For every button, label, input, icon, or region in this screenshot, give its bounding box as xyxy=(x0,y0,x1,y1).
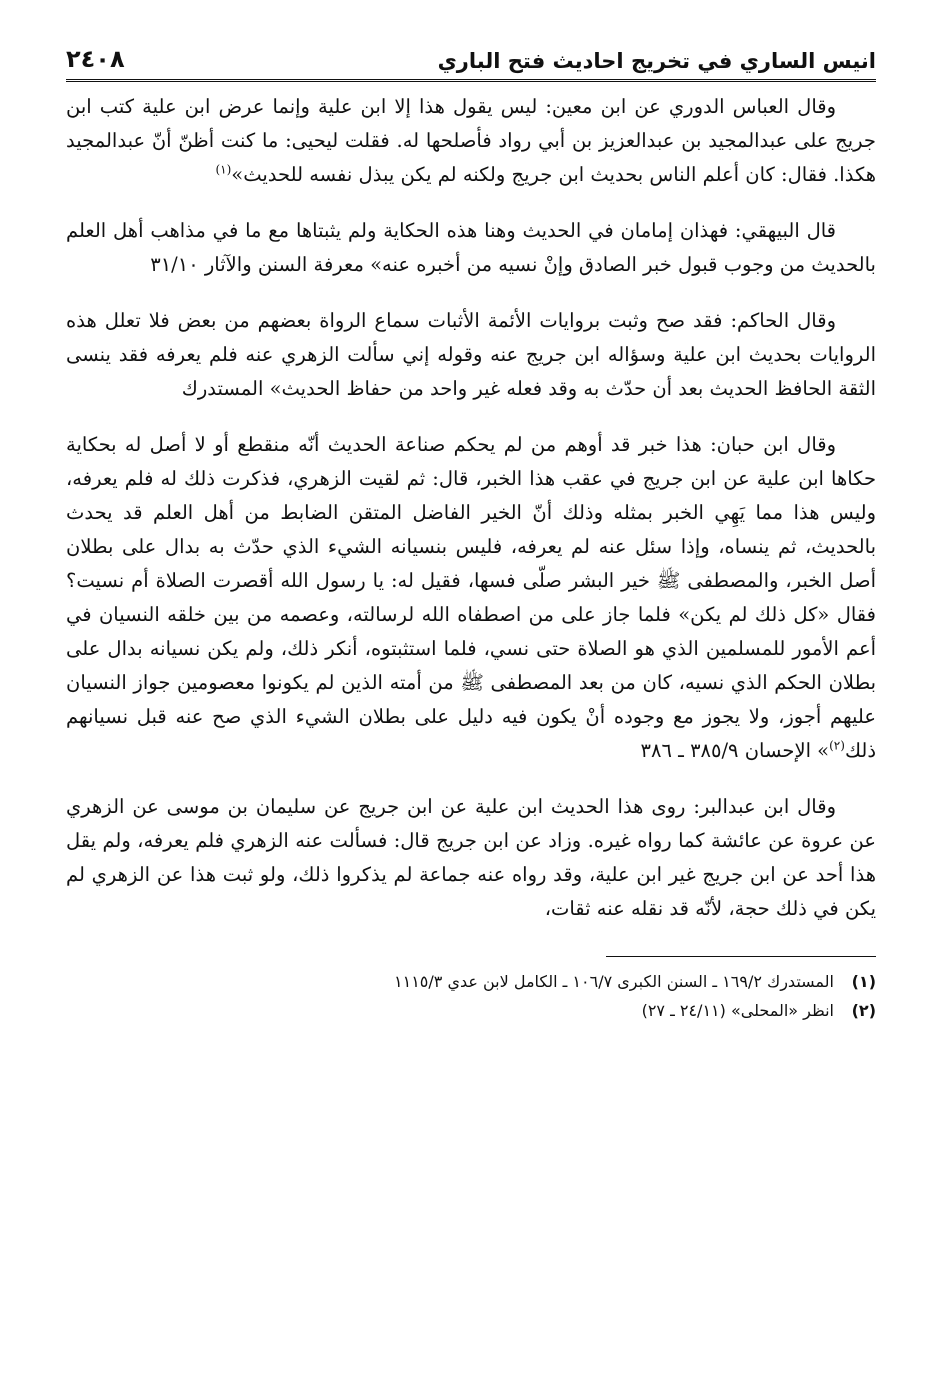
footnote-mark: (١) xyxy=(851,972,876,991)
paragraph-ibn-abdulbarr xyxy=(66,790,876,926)
footnote-2 xyxy=(66,996,876,1025)
paragraph-tail: » الإحسان ٣٨٥/٩ ـ ٣٨٦ xyxy=(640,739,830,762)
footnote-ref: (١) xyxy=(215,162,232,177)
paragraph-text: وقال ابن حبان: هذا خبر قد أوهم من لم يحكم صناعة الحديث أنّه منقطع أو لا أصل له بحكاية حكاها ابن علية عن ابن جريج في عقب هذا الخبر، قال: ثم لقيت الزهري، فذكرت ذلك له فلم يعرفه، وليس هذا مما يَهِي الخبر بمثله وذلك أنّ الخير الفاضل المتقن الضابط من أهل العلم قد يحدث بالحديث، ثم ينساه، وإذا سئل عنه لم يعرفه، فليس بنسيانه الشيء الذي حدّث به بدال على بطلان أصل الخبر، والمصطفى ﷺ خير البشر صلّى فسها، فقيل له: يا رسول الله أقصرت الصلاة أم نسيت؟ فقال «كل ذلك لم يكن» فلما جاز على من اصطفاه الله لرسالته، وعصمه من بين خلقه النسيان في أعم الأمور للمسلمين الذي هو الصلاة حتى نسي، فلما استثبتوه، أنكر ذلك، ولم يكن نسيانه بدال على بطلان الحكم الذي نسيه، كان من بعد المصطفى ﷺ من أمته الذين لم يكونوا معصومين جواز النسيان عليهم أجوز، ولا يجوز مع وجوده أنْ يكون فيه دليل على بطلان الشيء الذي صح عنه قبل نسيانهم ذلك xyxy=(66,433,876,762)
paragraph-text: قال البيهقي: فهذان إمامان في الحديث وهنا هذه الحكاية ولم يثبتاها مع ما في مذاهب أهل العلم بالحديث من وجوب قبول خبر الصادق وإنْ نسيه من أخبره عنه» معرفة السنن والآثار ٣١/١٠ xyxy=(66,219,876,276)
footnote-ref: (٢) xyxy=(829,738,845,753)
page xyxy=(66,36,876,1356)
page-body xyxy=(66,90,876,926)
paragraph-text: وقال العباس الدوري عن ابن معين: ليس يقول هذا إلا ابن علية وإنما عرض ابن علية كتب ابن جريج على عبدالمجيد بن عبدالعزيز بن أبي رواد فأصلحها له. فقلت ليحيى: ما كنت أظنّ أنّ عبدالمجيد هكذا. فقال: كان أعلم الناس بحديث ابن جريج ولكنه لم يكن يبذل نفسه للحديث» xyxy=(66,95,876,186)
footnote-text: انظر «المحلى» (٢٤/١١ ـ ٢٧) xyxy=(641,1001,834,1020)
running-title: انيس الساري في تخريج احاديث فتح الباري xyxy=(437,49,876,73)
footnote-1 xyxy=(66,967,876,996)
paragraph-text: وقال الحاكم: فقد صح وثبت بروايات الأئمة الأثبات سماع الرواة بعضهم من بعض فلا تعلل هذه الروايات بحديث ابن علية وسؤاله ابن جريج عنه وقوله إني سألت الزهري عنه فلم يعرفه فقد ينسى الثقة الحافظ الحديث بعد أن حدّث به وقد فعله غير واحد من حفاظ الحديث» المستدرك xyxy=(66,309,876,400)
paragraph-bayhaqi xyxy=(66,214,876,282)
footnotes xyxy=(66,967,876,1025)
page-number: ٢٤٠٨ xyxy=(66,45,125,73)
footnote-divider xyxy=(606,956,876,957)
paragraph-ibn-maeen xyxy=(66,90,876,192)
paragraph-ibn-hibban xyxy=(66,428,876,768)
paragraph-hakim xyxy=(66,304,876,406)
paragraph-text: وقال ابن عبدالبر: روى هذا الحديث ابن علية عن ابن جريج عن سليمان بن موسى عن الزهري عن عروة عن عائشة كما رواه غيره. وزاد عن ابن جريج قال: فسألت عنه الزهري فلم يعرفه، ولم يقل هذا أحد عن ابن جريج غير ابن علية، وقد رواه عنه جماعة لم يذكروا ذلك، ولو ثبت هذا عن الزهري لم يكن في ذلك حجة، لأنّه قد نقله عنه ثقات، xyxy=(66,795,876,920)
footnote-mark: (٢) xyxy=(851,1001,876,1020)
footnote-text: المستدرك ١٦٩/٢ ـ السنن الكبرى ١٠٦/٧ ـ الكامل لابن عدي ١١١٥/٣ xyxy=(394,972,834,991)
page-header xyxy=(66,36,876,82)
